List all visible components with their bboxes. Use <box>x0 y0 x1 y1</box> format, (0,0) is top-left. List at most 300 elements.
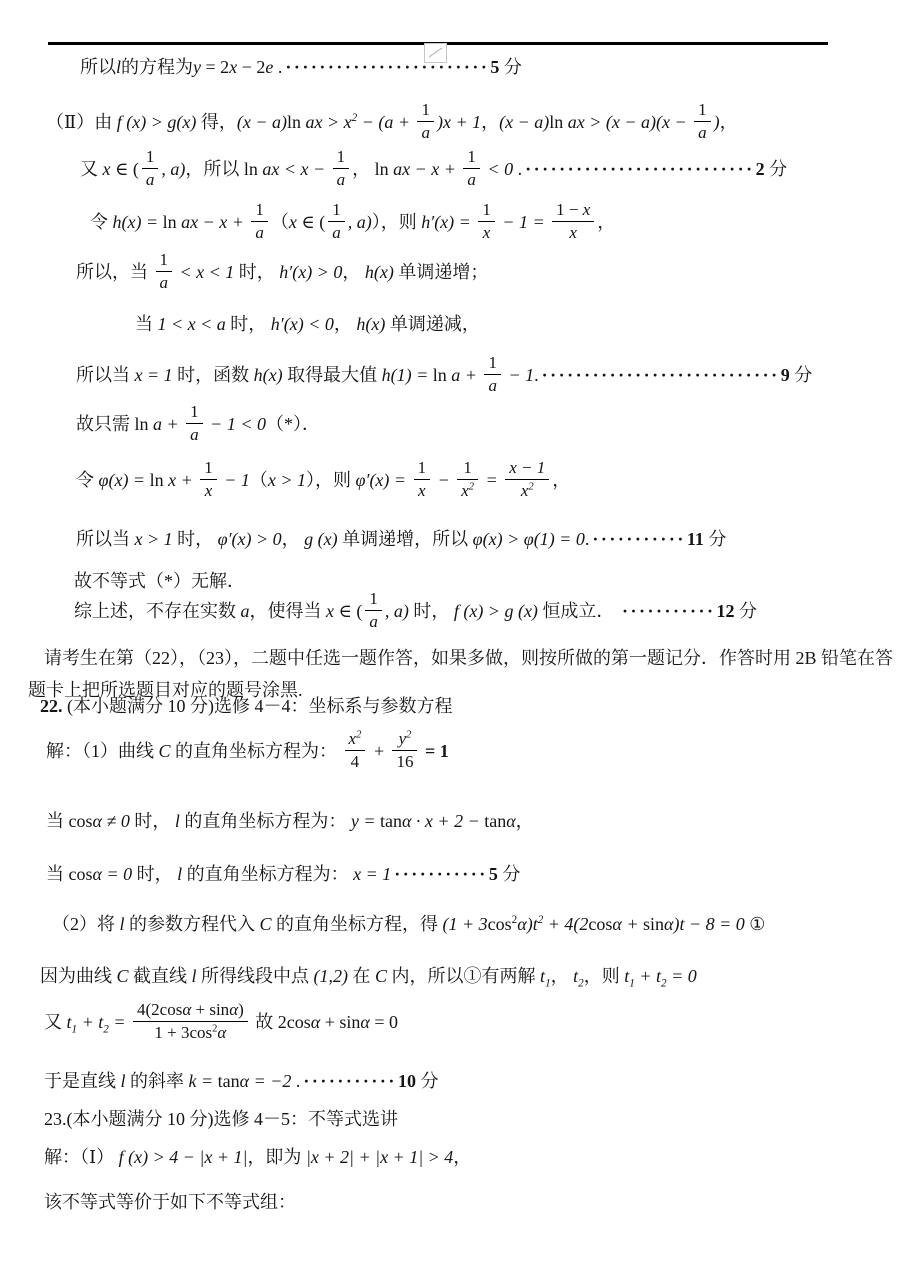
math-text: $y^2$ <box>398 729 412 748</box>
roman-text: . <box>273 57 283 77</box>
roman-text: 1 − <box>556 200 583 219</box>
math-text: x <box>418 480 426 500</box>
numerator <box>156 250 173 272</box>
roman-text: 1 <box>159 250 168 269</box>
line-define-h <box>90 200 616 245</box>
math-text: a <box>145 169 155 189</box>
math-text: x <box>204 480 213 500</box>
math-text: h(1) = <box>381 365 433 386</box>
fraction <box>478 200 495 242</box>
roman-text: ∈ ( <box>115 159 139 180</box>
math-text: h′(x) > 0 <box>279 262 343 283</box>
math-text: a <box>240 601 250 622</box>
math-text: φ(x) = <box>98 470 150 491</box>
roman-text: 22. <box>40 696 67 716</box>
math-text: l <box>120 1071 126 1091</box>
math-text: a <box>698 122 707 142</box>
math-text: x > 1 <box>134 529 173 549</box>
cjk-text: ，则 <box>583 966 625 986</box>
math-text: a + <box>451 365 482 386</box>
numerator <box>333 147 350 169</box>
roman-text: ln <box>432 365 452 386</box>
math-text: α + <box>612 914 644 934</box>
math-text: h′(x) < 0 <box>270 314 334 334</box>
dot-leader: ··········· <box>592 529 686 549</box>
math-text: + 4(2 <box>543 914 589 934</box>
roman-text: 1 <box>417 458 427 477</box>
math-text: C <box>259 914 272 934</box>
superscript: 2 <box>356 729 362 741</box>
roman-text: ln <box>162 212 182 233</box>
math-text: − <box>433 470 455 491</box>
math-text: a <box>190 424 199 444</box>
math-text: ax − x + <box>181 212 249 233</box>
cjk-text: 的直角坐标方程为： <box>170 741 342 762</box>
math-text: $x^2$ <box>520 480 534 500</box>
roman-text: ln <box>286 112 306 133</box>
roman-text: 1 <box>421 100 430 119</box>
math-text: $t_2$ <box>573 966 584 990</box>
cjk-text: 时， <box>408 601 454 622</box>
numerator <box>345 729 366 751</box>
math-text: a <box>255 222 264 242</box>
roman-text: 9 <box>780 365 795 386</box>
superscript: 2 <box>537 914 544 926</box>
math-text: l <box>116 57 122 77</box>
line-max-value <box>76 353 813 398</box>
math-text: = <box>481 470 503 491</box>
roman-text: 1 <box>463 458 472 477</box>
roman-text: cos <box>588 914 613 934</box>
roman-text: . <box>534 365 539 386</box>
line-increasing <box>76 250 489 295</box>
dot-leader: ··········· <box>394 864 488 884</box>
numerator <box>365 589 382 611</box>
numerator <box>463 147 480 169</box>
math-text: $t_1$ <box>540 966 551 990</box>
cjk-text: （2）将 <box>52 914 120 934</box>
cjk-text: 分 <box>420 1071 439 1091</box>
cjk-text: 分 <box>738 601 757 622</box>
math-text: − 1 < 0 <box>205 414 266 435</box>
math-text: − 1 <box>503 365 535 386</box>
cjk-text: 23.(本小题满分 10 分)选修 4－5：不等式选讲 <box>44 1109 398 1129</box>
line-q22-title <box>40 695 453 718</box>
dot-leader: ··························· <box>525 159 755 180</box>
cjk-text: 的参数方程代入 <box>124 914 260 934</box>
cjk-text: 分 <box>794 365 813 386</box>
roman-text: 11 <box>686 529 709 549</box>
cjk-text: 的斜率 <box>125 1071 189 1091</box>
cjk-text: 当 <box>135 314 158 334</box>
cjk-text: ， <box>352 159 375 180</box>
superscript: 2 <box>528 480 534 492</box>
math-text: C <box>116 966 129 986</box>
math-text: = <box>108 1012 130 1033</box>
math-text: f (x) > 4 − |x + 1| <box>118 1147 248 1167</box>
line-decreasing <box>135 313 480 336</box>
subscript: 2 <box>660 977 667 990</box>
math-text: g (x) <box>304 529 338 549</box>
line-eq-of-l <box>80 56 522 79</box>
math-text: x <box>288 212 302 233</box>
math-text: x > 1 <box>267 470 307 491</box>
cjk-text: 的直角坐标方程，得 <box>271 914 443 934</box>
denominator <box>463 169 480 190</box>
fraction <box>156 250 173 292</box>
cjk-text: ，所以 <box>185 159 244 180</box>
numerator <box>505 458 549 480</box>
math-text: f (x) > g(x) <box>116 112 197 133</box>
math-text: α <box>360 1012 370 1033</box>
cjk-text: 的方程为 <box>121 57 194 77</box>
math-text: φ(x) > φ(1) = 0 <box>472 529 585 549</box>
cjk-text: ， <box>597 212 616 233</box>
math-text: (1,2) <box>313 966 349 986</box>
cjk-text: ），则 <box>306 470 356 491</box>
cjk-text: 故 <box>250 1012 278 1033</box>
line-q22-cos-ne-0 <box>46 810 534 833</box>
cjk-text: 分 <box>708 529 727 549</box>
cjk-text: 时， <box>129 811 175 831</box>
roman-text: 16 <box>396 751 414 771</box>
cjk-text: 单调递增； <box>393 262 489 283</box>
math-text: |x + 2| + |x + 1| > 4 <box>305 1147 454 1167</box>
roman-text: 2 <box>755 159 770 180</box>
denominator <box>156 272 173 293</box>
roman-text: 1 <box>145 147 155 166</box>
cjk-text: （*）． <box>265 414 320 435</box>
dot-leader: ························ <box>285 57 490 77</box>
roman-text: cos <box>68 811 93 831</box>
math-text: a <box>159 272 168 292</box>
subscript: 1 <box>545 977 551 990</box>
math-text: ax − x + <box>393 159 461 180</box>
roman-text: 5 <box>488 864 503 884</box>
math-text: , a) <box>347 212 372 233</box>
line-q22-t1-t2 <box>44 1000 399 1045</box>
fraction <box>457 458 478 500</box>
superscript: 2 <box>406 729 412 741</box>
cjk-text: 请考生在第（22），（23），二题中任选一题作答，如果多做，则按所做的第一题记分．作答时用 2B 铅笔在答题卡上把所选题目对应的题号涂黑. <box>28 648 894 700</box>
denominator <box>142 169 159 190</box>
roman-text: 1 <box>482 200 491 219</box>
fraction <box>328 200 345 242</box>
math-text: α <box>229 1000 239 1019</box>
numerator <box>186 402 203 424</box>
line-q23-solution <box>44 1146 471 1169</box>
fraction <box>505 458 549 500</box>
math-text: − (a + <box>357 112 415 133</box>
cjk-text: 又 <box>80 159 103 180</box>
roman-text: . <box>513 159 523 180</box>
numerator <box>484 353 501 375</box>
math-text: l <box>191 966 197 986</box>
math-text: + $t_2$ <box>77 1012 109 1036</box>
math-text: x <box>326 601 339 622</box>
cjk-text: 截直线 <box>128 966 192 986</box>
math-text: φ′(x) = <box>355 470 411 491</box>
cjk-text: 所以当 <box>76 529 135 549</box>
math-text: α)t − 8 = 0 <box>664 914 745 934</box>
denominator <box>328 222 345 243</box>
cjk-text: 时， <box>132 864 178 884</box>
roman-text: tan <box>484 811 507 831</box>
fraction <box>417 100 434 142</box>
math-text: + <box>368 741 390 762</box>
cjk-text: 故不等式（*）无解． <box>74 571 245 591</box>
math-text: $x^2$ <box>461 480 475 500</box>
roman-text: . <box>291 1071 301 1091</box>
math-text: l <box>119 914 125 934</box>
cjk-text: ， <box>453 1147 472 1167</box>
cjk-text: 所以 <box>80 57 116 77</box>
fraction <box>142 147 159 189</box>
math-text: a <box>421 122 430 142</box>
math-text: < x < 1 <box>175 262 235 283</box>
line-part2-start <box>46 100 738 145</box>
cjk-text: 单调递减， <box>385 314 480 334</box>
roman-text: ∈ ( <box>338 601 363 622</box>
roman-text: − 2 <box>237 57 266 77</box>
subscript: 1 <box>629 977 635 990</box>
math-text: α = 0 <box>92 864 133 884</box>
math-text: x <box>582 200 591 219</box>
roman-text: = 2 <box>201 57 230 77</box>
math-text: k = <box>188 1071 218 1091</box>
denominator <box>414 480 431 501</box>
roman-text: 10 <box>397 1071 421 1091</box>
math-text: (1 + 3 <box>442 914 488 934</box>
denominator <box>392 751 417 772</box>
math-text: ax < x − <box>262 159 330 180</box>
numerator <box>142 147 159 169</box>
math-text: α = −2 <box>239 1071 292 1091</box>
math-text: α <box>217 1022 227 1042</box>
cjk-text: ， <box>342 262 365 283</box>
superscript: 2 <box>212 1022 218 1034</box>
denominator <box>505 480 549 501</box>
math-text: a <box>467 169 476 189</box>
cjk-text: ，使得当 <box>249 601 326 622</box>
math-text: $t_1$ <box>624 966 635 990</box>
cjk-text: 分 <box>769 159 788 180</box>
numerator <box>552 200 594 222</box>
cjk-text: 解：（Ⅰ） <box>44 1147 119 1167</box>
roman-text: ∈ ( <box>301 212 326 233</box>
math-text: = 0 <box>666 966 697 986</box>
math-text: $t_1$ <box>66 1012 78 1036</box>
denominator <box>457 480 478 501</box>
cjk-text: 又 <box>44 1012 67 1033</box>
roman-text: 5 <box>490 57 504 77</box>
line-phi-increasing <box>76 528 726 551</box>
math-text: $\alpha)t^2$ <box>517 914 544 934</box>
math-text: l <box>177 864 183 884</box>
roman-text: 1 <box>488 353 497 372</box>
math-text: $x^2$ <box>348 729 362 748</box>
cjk-text: 所以，当 <box>76 262 153 283</box>
math-text: − 1 = <box>497 212 550 233</box>
math-text: ) <box>713 112 720 133</box>
subscript: 2 <box>578 977 584 990</box>
cjk-text: 的直角坐标方程为： <box>182 864 354 884</box>
roman-text: $1 + 3\cos^2$ <box>154 1022 218 1042</box>
fraction <box>186 402 203 444</box>
math-text: φ′(x) > 0 <box>217 529 282 549</box>
fraction <box>463 147 480 189</box>
denominator <box>417 122 434 143</box>
math-text: a <box>369 611 378 631</box>
math-text: < 0 <box>482 159 514 180</box>
denominator <box>484 375 501 396</box>
fraction <box>200 458 217 500</box>
cjk-text: 内，所以①有两解 <box>387 966 541 986</box>
fraction <box>392 729 417 771</box>
math-text: α <box>506 811 516 831</box>
dot-leader: ··········· <box>621 601 716 622</box>
math-text: y <box>193 57 202 77</box>
line-conclusion <box>74 589 757 634</box>
roman-text: 2cos <box>277 1012 311 1033</box>
denominator <box>478 222 495 243</box>
cjk-text: （ <box>249 470 268 491</box>
fraction <box>484 353 501 395</box>
numerator <box>392 729 417 751</box>
cjk-text: 取得最大值 <box>282 365 382 386</box>
math-text: α <box>182 1000 192 1019</box>
denominator <box>333 169 350 190</box>
cjk-text: 分 <box>502 864 521 884</box>
line-q22-slope <box>44 1070 438 1093</box>
roman-text: + sin <box>191 1000 230 1019</box>
cjk-text: ， <box>281 529 305 549</box>
fraction <box>552 200 594 242</box>
math-text: x <box>482 222 491 242</box>
cjk-text: 恒成立． <box>537 601 619 622</box>
roman-text: sin <box>643 914 665 934</box>
superscript: 2 <box>511 914 518 926</box>
cjk-text: 当 <box>46 811 69 831</box>
cjk-text: 得， <box>196 112 237 133</box>
cjk-text: 所得线段中点 <box>196 966 314 986</box>
math-text: 1 < x < a <box>157 314 226 334</box>
cjk-text: 解：（1）曲线 <box>46 741 159 762</box>
math-text: (x − a) <box>499 112 550 133</box>
dot-leader: ··········· <box>303 1071 397 1091</box>
denominator <box>251 222 268 243</box>
roman-text: ln <box>549 112 568 133</box>
cjk-text: (本小题满分 10 分)选修 4－4：坐标系与参数方程 <box>67 696 453 716</box>
roman-text: 1 <box>190 402 199 421</box>
math-text: a <box>332 222 341 242</box>
roman-text: = 1 <box>420 741 449 762</box>
line-q22-cos-eq-0 <box>46 863 520 886</box>
math-text: , a) <box>384 601 409 622</box>
math-text: α ≠ 0 <box>92 811 130 831</box>
roman-text: . <box>584 529 590 549</box>
denominator <box>200 480 217 501</box>
cjk-text: 综上述，不存在实数 <box>74 601 241 622</box>
math-text: x + <box>168 470 198 491</box>
line-q23-equivalent <box>44 1191 296 1214</box>
dot-leader: ···························· <box>541 365 780 386</box>
cjk-text: ， <box>552 470 571 491</box>
fraction <box>694 100 711 142</box>
cjk-text: ， <box>515 811 534 831</box>
math-text: x = 1 <box>353 864 392 884</box>
denominator <box>694 122 711 143</box>
math-text: − 1 <box>219 470 250 491</box>
math-text: ax > $x^2$ <box>305 112 358 133</box>
subscript: 1 <box>71 1023 78 1036</box>
math-text: C <box>158 741 171 762</box>
roman-text: 4(2cos <box>136 1000 183 1019</box>
cjk-text: （Ⅱ）由 <box>46 112 117 133</box>
line-q22-curve-c <box>46 729 449 774</box>
math-text: a <box>336 169 346 189</box>
math-text: f (x) > g (x) <box>453 601 538 622</box>
roman-text: 4 <box>350 751 360 771</box>
math-text: , a) <box>161 159 186 180</box>
numerator <box>417 100 434 122</box>
roman-text: ln <box>149 470 169 491</box>
line-q22-midpoint <box>40 965 697 992</box>
cjk-text: ① <box>744 914 766 934</box>
numerator <box>200 458 217 480</box>
math-text: C <box>375 966 388 986</box>
math-text: (x − a) <box>236 112 287 133</box>
cjk-text: 分 <box>503 57 522 77</box>
numerator <box>328 200 345 222</box>
fraction <box>365 589 382 631</box>
numerator <box>457 458 478 480</box>
numerator <box>133 1000 248 1022</box>
numerator <box>414 458 431 480</box>
roman-text: ) <box>238 1000 244 1019</box>
roman-text: 1 <box>698 100 707 119</box>
line-q22-part2 <box>52 913 765 936</box>
math-text: )x + 1 <box>436 112 482 133</box>
cjk-text: 时，函数 <box>172 365 254 386</box>
cjk-text: 时， <box>172 529 218 549</box>
cjk-text: 故只需 <box>76 414 135 435</box>
math-text: h(x) <box>356 314 386 334</box>
math-text: α · x + 2 − <box>401 811 485 831</box>
line-domain <box>80 147 788 192</box>
cjk-text: ， <box>719 112 738 133</box>
denominator <box>552 222 594 243</box>
subscript: 2 <box>103 1023 109 1036</box>
fraction <box>333 147 350 189</box>
cjk-text: 所以当 <box>76 365 135 386</box>
cjk-text: 在 <box>348 966 376 986</box>
line-need-star <box>76 402 320 447</box>
math-text: h′(x) = <box>421 212 476 233</box>
line-q23-title <box>44 1108 398 1131</box>
line-define-phi <box>76 458 571 503</box>
roman-text: 12 <box>716 601 739 622</box>
cjk-text: 令 <box>76 470 99 491</box>
math-text: x <box>229 57 238 77</box>
cjk-text: 该不等式等价于如下不等式组： <box>44 1192 296 1212</box>
cjk-text: ， <box>550 966 574 986</box>
roman-text: 1 <box>467 147 476 166</box>
fraction <box>251 200 268 242</box>
cjk-text: 的直角坐标方程为： <box>179 811 351 831</box>
math-text: e <box>265 57 274 77</box>
math-text: x <box>102 159 115 180</box>
